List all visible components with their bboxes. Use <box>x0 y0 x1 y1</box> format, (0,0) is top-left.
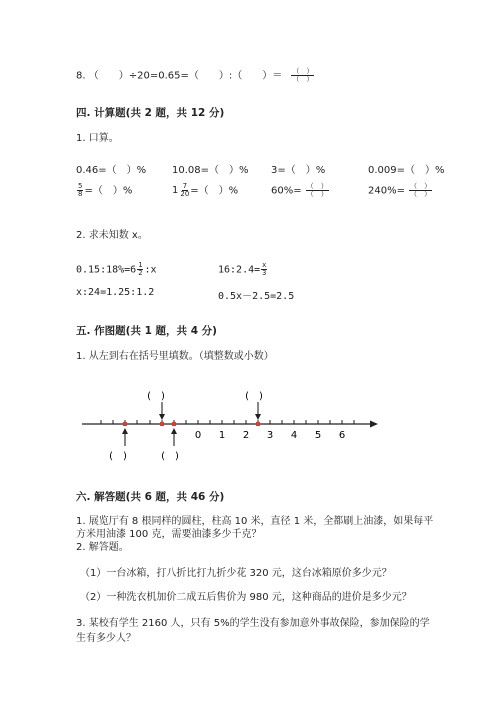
arrowhead-icon <box>370 421 378 428</box>
question-8-text: 8. （ ）÷20=0.65=（ ）:（ ）＝ <box>76 70 283 82</box>
fraction: $\frac{( )}{( )}$ <box>306 182 328 198</box>
answer-blank: ( ) <box>147 391 165 402</box>
equation-1: 0.15:18%=6 $\frac{1}{2}$ :x <box>76 261 157 277</box>
marked-point <box>160 422 164 426</box>
number-line-diagram <box>0 380 500 470</box>
tick-marks <box>101 420 354 424</box>
section-4-title: 四. 计算题(共 2 题，共 12 分) <box>76 107 225 119</box>
problem-2-label: 2. 解答题。 <box>76 542 129 553</box>
mental-math-item: 0.46=（ ）% <box>76 165 147 176</box>
fraction: $\frac{5}{8}$ <box>78 182 83 198</box>
marked-point <box>256 422 260 426</box>
mental-math-item: $\frac{5}{8}$ =（ ）% <box>78 182 133 198</box>
mental-math-item: 0.009=（ ）% <box>368 165 445 176</box>
answer-blank: ( ) <box>245 391 263 402</box>
mental-math-label: 1. 口算。 <box>76 133 119 144</box>
tick-label: 3 <box>266 430 274 441</box>
down-arrow-icon <box>255 414 261 420</box>
problem-3-line1: 3. 某校有学生 2160 人，只有 5%的学生没有参加意外事故保险，参加保险的学 <box>76 618 430 629</box>
problem-3-line2: 生有多少人？ <box>76 633 136 644</box>
mixed-number: 1 $\frac{7}{20}$ <box>172 182 190 198</box>
marked-point <box>123 422 127 426</box>
equation-3: x:24=1.25:1.2 <box>76 287 155 298</box>
up-arrow-icon <box>171 428 177 434</box>
fraction: $\frac{( )}{( )}$ <box>410 182 432 198</box>
problem-2-1: （1）一台冰箱，打八折比打九折少花 320 元，这台冰箱原价多少元？ <box>80 568 392 579</box>
problem-2-2: （2）一种洗衣机加价二成五后售价为 980 元，这种商品的进价是多少元？ <box>80 592 412 603</box>
section-5-title: 五. 作图题(共 1 题，共 4 分) <box>76 325 217 337</box>
tick-label: 5 <box>314 430 322 441</box>
tick-label: 0 <box>194 430 202 441</box>
problem-1-line1: 1. 展览厅有 8 根同样的圆柱，柱高 10 米，直径 1 米，全都刷上油漆，如果每平 <box>76 516 434 527</box>
mental-math-item: 240%= $\frac{( )}{( )}$ <box>368 182 432 198</box>
mental-math-item: 10.08=（ ）% <box>172 165 249 176</box>
question-8-fraction: $\frac{( )}{( )}$ <box>292 67 314 83</box>
down-arrow-icon <box>159 414 165 420</box>
mental-math-item: 3=（ ）% <box>271 165 326 176</box>
mental-math-item: 60%= $\frac{( )}{( )}$ <box>271 182 328 198</box>
equation-4: 0.5x－2.5=2.5 <box>218 291 295 302</box>
mental-math-item: 1 $\frac{7}{20}$ =（ ）% <box>172 182 239 198</box>
problem-1-line2: 方米用油漆 100 克，需要油漆多少千克？ <box>76 529 262 540</box>
tick-label: 4 <box>290 430 298 441</box>
section-6-title: 六. 解答题(共 6 题，共 46 分) <box>76 491 225 503</box>
tick-label: 1 <box>218 430 226 441</box>
up-arrow-icon <box>122 428 128 434</box>
number-line-instruction: 1. 从左到右在括号里填数。（填整数或小数） <box>76 351 274 362</box>
question-8 <box>76 68 315 83</box>
tick-label: 2 <box>242 430 250 441</box>
equation-2: 16:2.4= $\frac{x}{3}$ <box>218 261 267 277</box>
solve-x-label: 2. 求未知数 x。 <box>76 230 148 241</box>
marked-point <box>172 422 176 426</box>
answer-blank: ( ) <box>109 451 127 462</box>
tick-label: 6 <box>338 430 346 441</box>
answer-blank: ( ) <box>161 451 179 462</box>
